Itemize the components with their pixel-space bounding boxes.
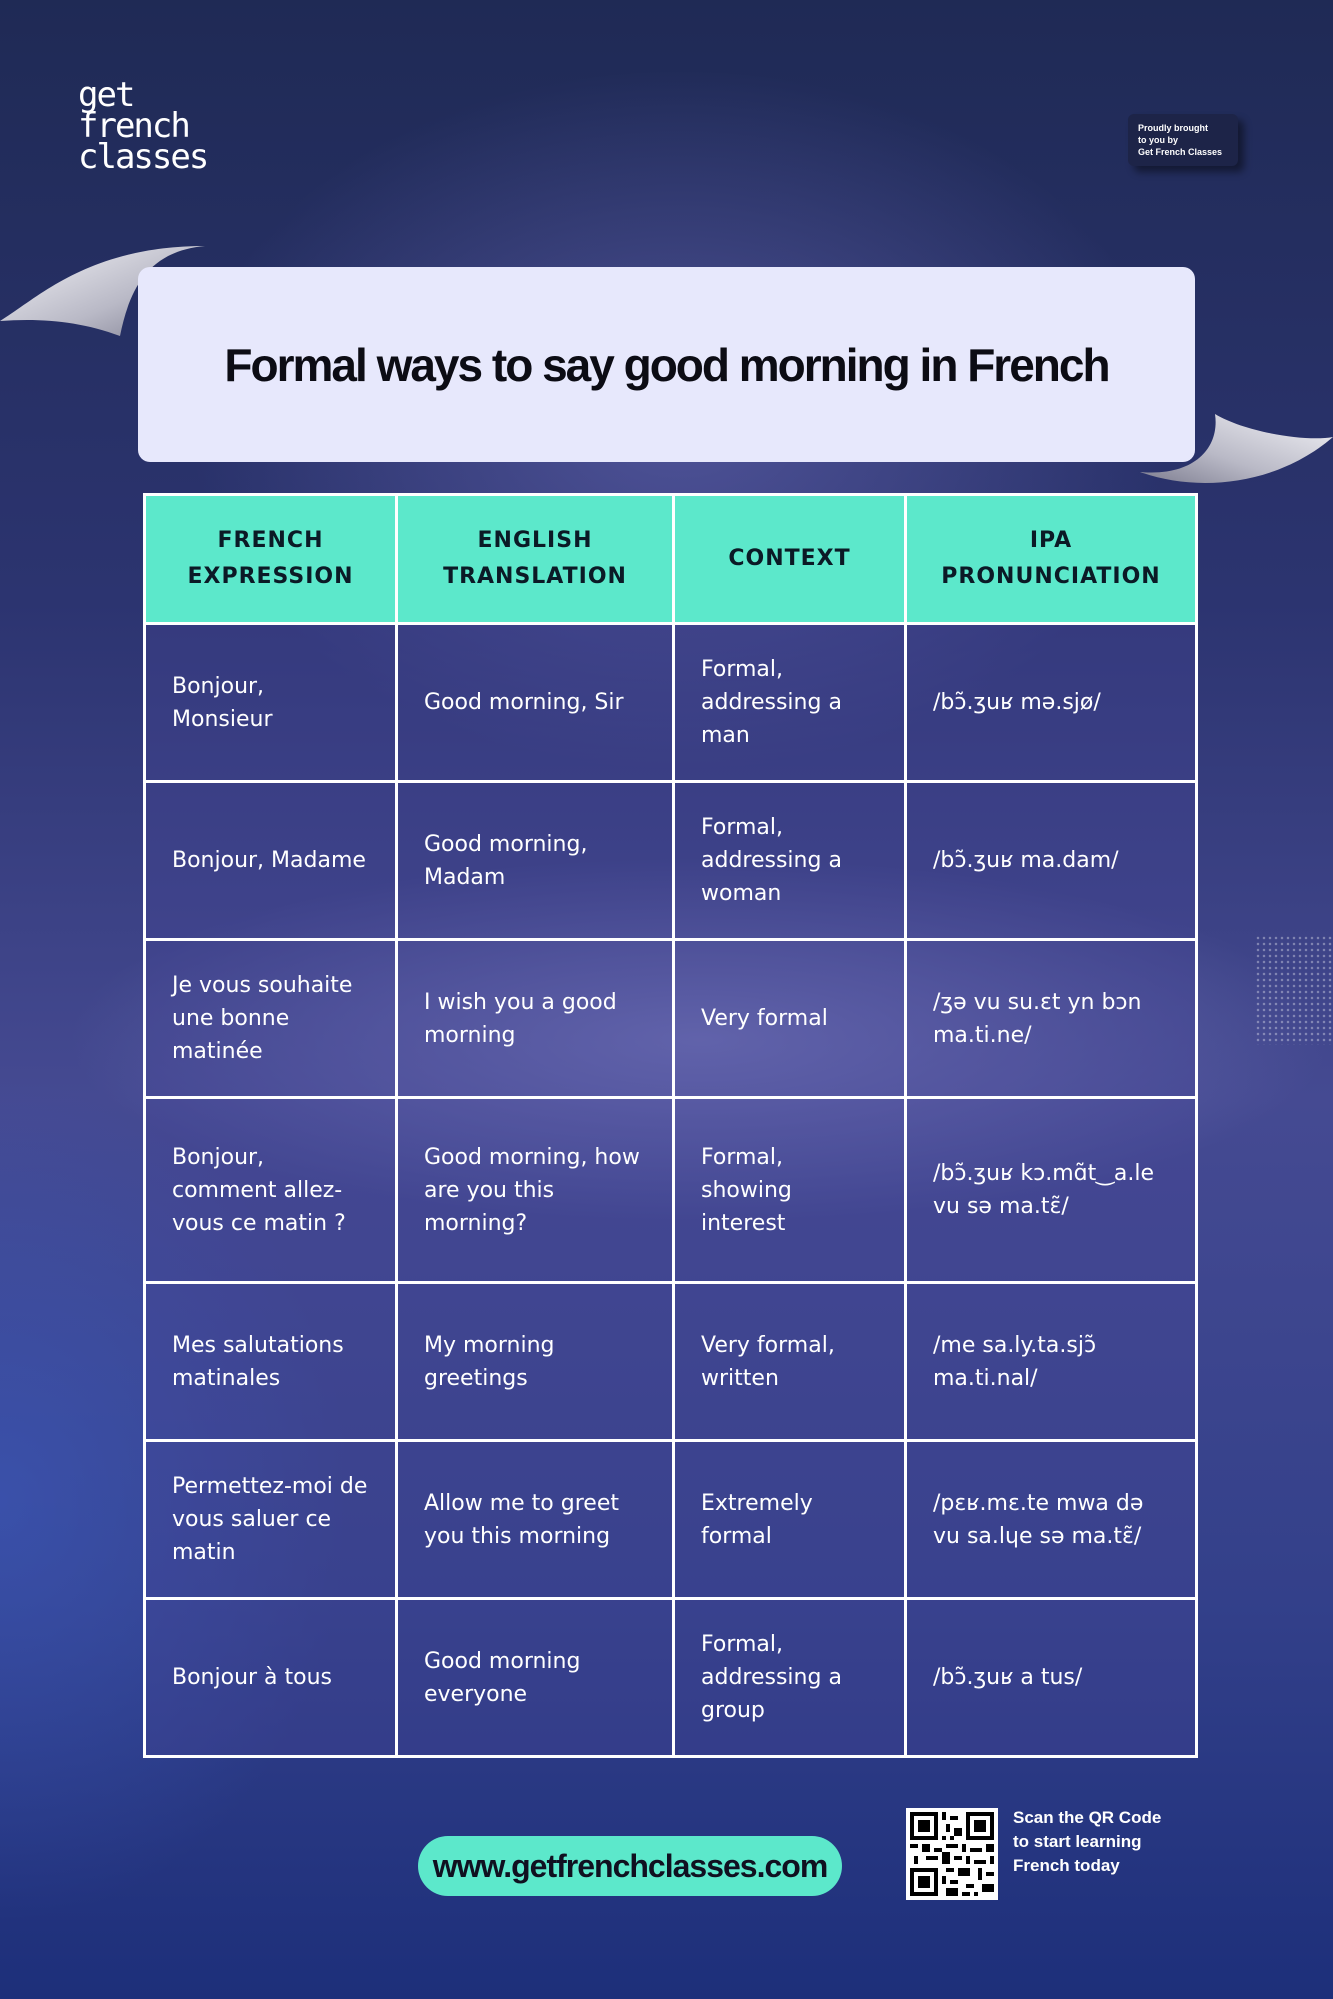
cell-context: Formal, addressing a man [674,624,906,782]
header-french-expression: FRENCH EXPRESSION [145,495,397,624]
logo-line-get: get [78,75,134,115]
header-english-translation: ENGLISH TRANSLATION [397,495,674,624]
table-row [145,624,1197,782]
title-card [138,267,1195,462]
page-title: Formal ways to say good morning in French [224,338,1109,391]
logo-line-classes: classes [78,137,208,177]
header-context: CONTEXT [674,495,906,624]
cell-ipa: /bɔ̃.ʒuʁ mə.sjø/ [906,624,1197,782]
badge-line: Get French Classes [1138,147,1223,157]
cell-french: Bonjour, comment allez-vous ce matin ? [145,1098,397,1283]
table-row [145,782,1197,940]
cell-french: Bonjour, Monsieur [145,624,397,782]
logo-line-french: french [78,106,189,146]
website-url: www.getfrenchclasses.com [432,1847,828,1884]
cell-english: Good morning everyone [397,1599,674,1757]
dot-pattern-decoration [1255,935,1333,1045]
table-row [145,1441,1197,1599]
badge-line: to you by [1138,135,1178,145]
website-link[interactable] [418,1836,842,1896]
table-header-row [145,495,1197,624]
proudly-brought-badge [1128,114,1238,166]
cell-ipa: /me sa.ly.ta.sjɔ̃ ma.ti.nal/ [906,1283,1197,1441]
cell-english: My morning greetings [397,1283,674,1441]
table-row [145,1599,1197,1757]
cell-context: Very formal, written [674,1283,906,1441]
cell-french: Mes salutations matinales [145,1283,397,1441]
cell-english: Good morning, Sir [397,624,674,782]
qr-caption: Scan the QR Code to start learning French today [1013,1808,1162,1875]
cell-english: Allow me to greet you this morning [397,1441,674,1599]
cell-french: Permettez-moi de vous saluer ce matin [145,1441,397,1599]
cell-ipa: /bɔ̃.ʒuʁ ma.dam/ [906,782,1197,940]
cell-context: Formal, addressing a group [674,1599,906,1757]
cell-english: Good morning, Madam [397,782,674,940]
cell-ipa: /pɛʁ.mɛ.te mwa də vu sa.lɥe sə ma.tɛ̃/ [906,1441,1197,1599]
table-row [145,1283,1197,1441]
cell-english: Good morning, how are you this morning? [397,1098,674,1283]
table-row [145,1098,1197,1283]
cell-ipa: /bɔ̃.ʒuʁ a tus/ [906,1599,1197,1757]
phrases-table [143,493,1198,1758]
cell-ipa: /ʒə vu su.ɛt yn bɔn ma.ti.ne/ [906,940,1197,1098]
badge-line: Proudly brought [1138,123,1208,133]
cell-french: Bonjour à tous [145,1599,397,1757]
cell-context: Extremely formal [674,1441,906,1599]
header-ipa-pronunciation: IPA PRONUNCIATION [906,495,1197,624]
cell-french: Bonjour, Madame [145,782,397,940]
cell-context: Formal, showing interest [674,1098,906,1283]
cell-ipa: /bɔ̃.ʒuʁ kɔ.mɑ̃t‿a.le vu sə ma.tɛ̃/ [906,1098,1197,1283]
table-row [145,940,1197,1098]
qr-code-icon [910,1812,994,1896]
cell-context: Very formal [674,940,906,1098]
cell-english: I wish you a good morning [397,940,674,1098]
cell-french: Je vous souhaite une bonne matinée [145,940,397,1098]
brand-logo [78,75,208,177]
cell-context: Formal, addressing a woman [674,782,906,940]
qr-code[interactable] [906,1808,998,1900]
